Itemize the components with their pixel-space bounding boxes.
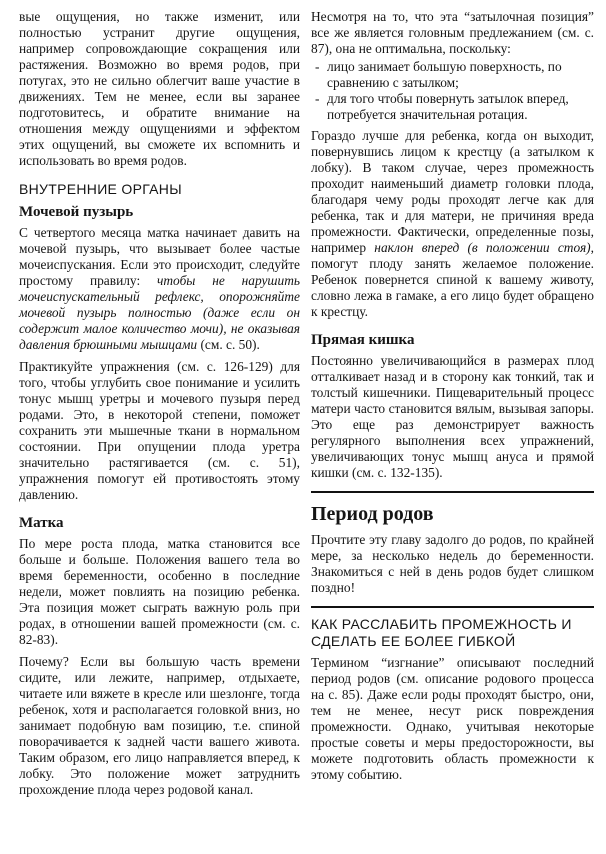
bladder-ref: (см. с. 50). — [197, 337, 260, 352]
reasons-list — [311, 59, 594, 123]
subheading-relax-perineum: КАК РАССЛАБИТЬ ПРОМЕЖНОСТЬ И СДЕЛАТЬ ЕЕ БОЛЕЕ ГИБКОЙ — [311, 616, 572, 649]
position-italic: наклон вперед (в положении стоя) — [374, 240, 591, 255]
section-heading-internal-organs: ВНУТРЕННИЕ ОРГАНЫ — [19, 181, 182, 197]
section-divider — [311, 491, 594, 493]
labor-intro-paragraph: Прочтите эту главу задолго до родов, по крайней мере, за несколько недель до беременности. Знакомиться с ней в день родов будет слишком поздно! — [311, 532, 594, 595]
bladder-rule-italic: чтобы не нарушить мочеиспускательный рефлекс, опорожняйте мочевой пузырь полностью (даже если он содержит малое количество мочи), не оказывая давления брюшными мышцами — [19, 273, 300, 352]
heading-rectum: Прямая кишка — [311, 332, 415, 348]
bladder-paragraph-2: Практикуйте упражнения (см. с. 126-129) для того, чтобы углубить свое понимание и усилить тонус мышц уретры и мочевого пузыря перед родами. Это, в некоторой степени, поможет сохранить эти мышечные ткани в нормальном состоянии. При опущении плода уретра значительно растягивается (см. с. 51), упражнения помогут ей противостоять этому давлению. — [19, 359, 300, 502]
left-column — [19, 9, 300, 854]
occipital-paragraph: Несмотря на то, что эта “затылочная позиция” все же является головным предлежанием (см. с. 87), она не оптимальна, поскольку: — [311, 9, 594, 56]
position-paragraph — [311, 128, 594, 320]
rectum-paragraph: Постоянно увеличивающийся в размерах плод отталкивает назад и в сторону как тонкий, так и толстый кишечники. Пищеварительный процесс матери часто становится вялым, вызывая запоры. Это еще раз демонстрирует важность регулярного выполнения всех упражнений, увеличивающих тонус мышц ануса и прямой кишки (см. с. 132-135). — [311, 353, 594, 480]
bladder-text: С четвертого месяца матка начинает давить на мочевой пузырь, что вызывает более частые мочеиспускания. Если это происходит, следуйте простому правилу: — [19, 225, 300, 288]
position-text-end: , помогут плоду занять желаемое положение. Ребенок повернется спиной к вашему животу, словно лежа в гамаке, а его лицо будет обращено к крестцу. — [311, 240, 595, 319]
intro-paragraph: вые ощущения, но также изменит, или полностью устранит другие ощущения, например сопровождающие сокращения или растяжения. Возможно во время родов, при потугах, это не сильно облегчит ваше участие в движениях. Тем не менее, если вы заранее подготовитесь, и обратите внимание на отношения между ощущениями и эффектом этих ощущений, вы сможете их вспомнить и использовать во время родов. — [19, 9, 300, 168]
uterus-paragraph-2: Почему? Если вы большую часть времени сидите, или лежите, например, отдыхаете, читаете или вяжете в кресле или шезлонге, тогда ребенок, хотя и располагается головкой вниз, но занимает подобную вам позицию, т.е. спиной поворачивается к задней части вашего живота. Таким образом, его лицо направляется вперед, к лобку. Это положение может затруднить прохождение плода через родовой канал. — [19, 654, 300, 797]
bladder-paragraph-1 — [19, 225, 300, 353]
uterus-paragraph-1: По мере роста плода, матка становится все больше и больше. Положения вашего тела во время беременности, особенно в последние недели, может повлиять на позицию ребенка. Эта позиция может сыграть важную роль при родах, в отношении вашей промежности (см. с. 82-83). — [19, 536, 300, 647]
heading-bladder: Мочевой пузырь — [19, 204, 134, 220]
heading-uterus: Матка — [19, 515, 64, 531]
position-text: Гораздо лучше для ребенка, когда он выходит, повернувшись лицом к крестцу (а затылком к лобку). В таком случае, через промежность проходит наименьший диаметр головки плода, благодаря чему роды проходят легче как для ребенка, так и для матери, не причиняя вреда промежности. Фактически, определенные позы, например — [311, 128, 594, 255]
heading-labor-period: Период родов — [311, 503, 434, 525]
list-item: - для того чтобы повернуть затылок вперед, потребуется значительная ротация. — [311, 91, 594, 123]
subsection-divider — [311, 606, 594, 608]
list-item: - лицо занимает большую поверхность, по сравнению с затылком; — [311, 59, 594, 91]
right-column — [311, 9, 594, 854]
expulsion-paragraph: Термином “изгнание” описывают последний период родов (см. описание родового процесса на с. 85). Даже если роды проходят быстро, они, тем не менее, несут риск повреждения промежности. Однако, учитывая некоторые простые советы и меры предосторожности, вы можете подготовить область промежности к этому событию. — [311, 655, 594, 782]
